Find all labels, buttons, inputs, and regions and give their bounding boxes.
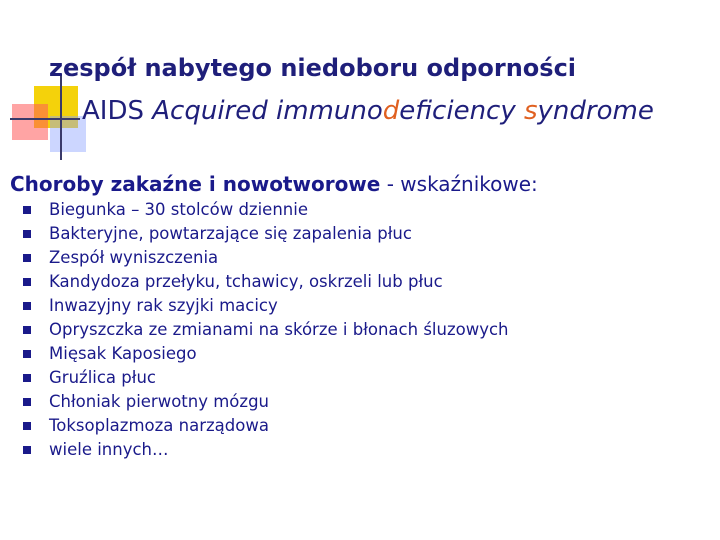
decoration-vertical-line [60,74,62,160]
list-item-text: wiele innych… [49,440,169,459]
square-bullet-icon [23,398,31,406]
title-abbr: AIDS [82,96,153,126]
section-heading-bold: Choroby zakaźne i nowotworowe [10,172,381,196]
square-bullet-icon [23,326,31,334]
list-item-text: Biegunka – 30 stolców dziennie [49,200,308,219]
list-item [18,270,509,294]
list-item [18,366,509,390]
list-item-text: Bakteryjne, powtarzające się zapalenia płuc [49,224,412,243]
decoration-red-square [12,104,48,140]
list-item [18,318,509,342]
list-item [18,438,509,462]
square-bullet-icon [23,254,31,262]
list-item [18,414,509,438]
title-highlight-s: s [524,96,538,126]
square-bullet-icon [23,302,31,310]
list-item-text: Chłoniak pierwotny mózgu [49,392,269,411]
list-item-text: Gruźlica płuc [49,368,156,387]
section-heading-rest: - wskaźnikowe: [380,172,538,196]
slide-title-line1: zespół nabytego niedoboru odporności [49,54,577,82]
list-item-text: Inwazyjny rak szyjki macicy [49,296,278,315]
square-bullet-icon [23,206,31,214]
title-highlight-d: d [382,96,400,126]
decoration-blue-square [50,116,86,152]
disease-list [18,198,509,462]
list-item [18,222,509,246]
list-item [18,246,509,270]
square-bullet-icon [23,446,31,454]
square-bullet-icon [23,374,31,382]
square-bullet-icon [23,230,31,238]
list-item [18,294,509,318]
title-word-acquired: Acquired [152,96,276,126]
list-item [18,390,509,414]
title-word-eficiency: eficiency [399,96,524,126]
square-bullet-icon [23,350,31,358]
section-heading [10,172,538,196]
list-item [18,198,509,222]
list-item [18,342,509,366]
slide-title-line2 [82,96,654,126]
list-item-text: Toksoplazmoza narządowa [49,416,269,435]
title-word-yndrome: yndrome [537,96,654,126]
list-item-text: Kandydoza przełyku, tchawicy, oskrzeli lub płuc [49,272,443,291]
decoration-horizontal-line [10,118,80,120]
list-item-text: Mięsak Kaposiego [49,344,197,363]
title-word-immuno: immuno [276,96,383,126]
list-item-text: Opryszczka ze zmianami na skórze i błonach śluzowych [49,320,509,339]
list-item-text: Zespół wyniszczenia [49,248,219,267]
square-bullet-icon [23,278,31,286]
square-bullet-icon [23,422,31,430]
